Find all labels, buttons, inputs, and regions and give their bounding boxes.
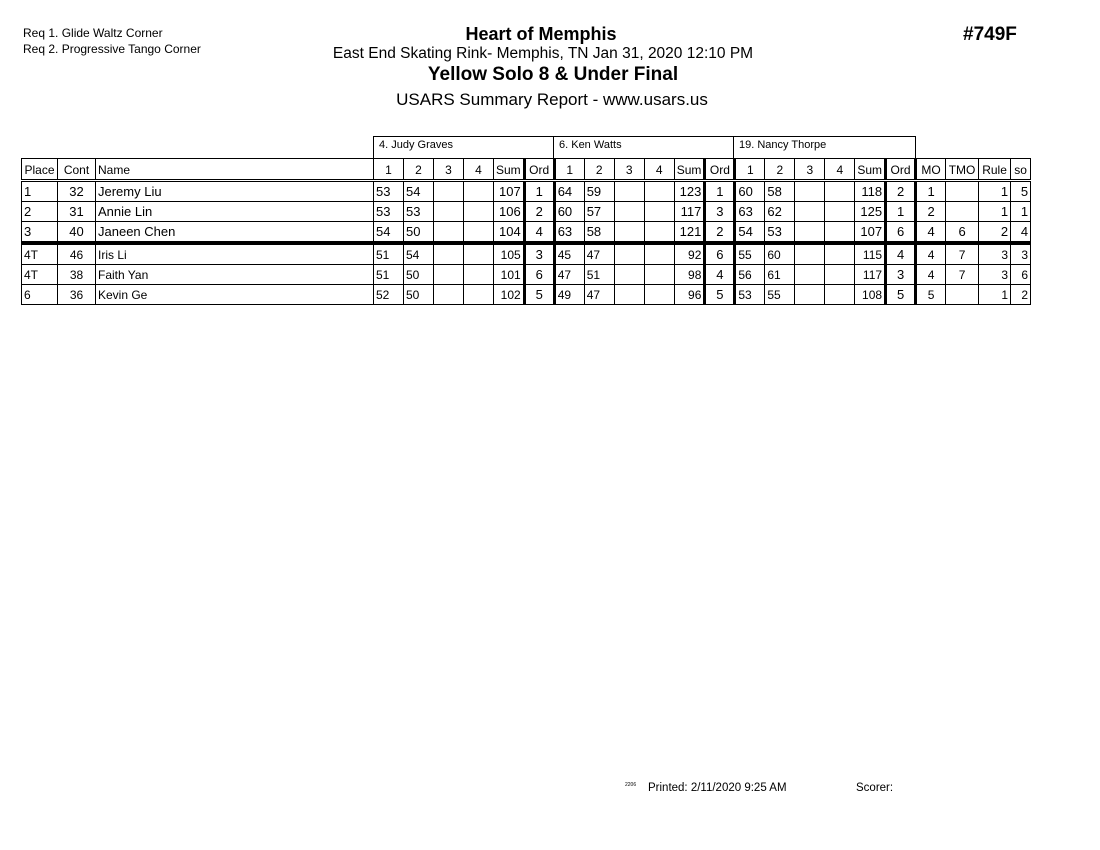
judge2-score2: 57 (584, 202, 614, 222)
judge1-ordinal: 2 (524, 202, 554, 222)
judge1-score2: 50 (404, 222, 434, 244)
col-header-place: Place (22, 159, 58, 181)
col-header-judge1-sum: Sum (494, 159, 525, 181)
result-row (22, 243, 1031, 265)
place: 1 (22, 181, 58, 202)
result-row (22, 265, 1031, 285)
judge2-score1: 49 (554, 285, 584, 305)
venue-datetime: East End Skating Rink- Memphis, TN Jan 31, 2020 12:10 PM (332, 45, 754, 62)
judge3-score3 (795, 222, 825, 244)
col-header-tmo: TMO (946, 159, 979, 181)
judge3-score4 (825, 243, 855, 265)
judge2-score1: 45 (554, 243, 584, 265)
col-header-judge1-1: 1 (374, 159, 404, 181)
judge3-score2: 61 (765, 265, 795, 285)
judge2-score3 (614, 243, 644, 265)
col-header-judge2-3: 3 (614, 159, 644, 181)
contestant-number: 36 (58, 285, 96, 305)
rule: 1 (979, 202, 1011, 222)
judge1-score3 (434, 222, 464, 244)
judge1-sum: 104 (494, 222, 525, 244)
judge3-score1: 55 (735, 243, 765, 265)
judge1-score3 (434, 202, 464, 222)
judge3-sum: 107 (855, 222, 886, 244)
judge2-score2: 59 (584, 181, 614, 202)
competition-title: Heart of Memphis (465, 24, 617, 44)
col-header-judge3-2: 2 (765, 159, 795, 181)
skater-name: Iris Li (96, 243, 374, 265)
col-header-judge3-ord: Ord (886, 159, 916, 181)
judge2-ordinal: 6 (705, 243, 735, 265)
skate-order: 5 (1011, 181, 1031, 202)
skate-order: 1 (1011, 202, 1031, 222)
judge1-sum: 106 (494, 202, 525, 222)
scorer-label: Scorer: (856, 782, 894, 794)
total-majority-ordinal: 7 (946, 243, 979, 265)
judge1-score4 (464, 285, 494, 305)
result-row (22, 181, 1031, 202)
judge3-score1: 53 (735, 285, 765, 305)
col-header-judge1-2: 2 (404, 159, 434, 181)
judge2-score2: 47 (584, 243, 614, 265)
judge1-score1: 51 (374, 265, 404, 285)
judge3-score1: 63 (735, 202, 765, 222)
judge2-ordinal: 2 (705, 222, 735, 244)
place: 4T (22, 265, 58, 285)
judge1-score4 (464, 202, 494, 222)
majority-ordinal: 4 (916, 222, 946, 244)
skater-name: Annie Lin (96, 202, 374, 222)
col-header-so: so (1011, 159, 1031, 181)
judge-header-2: 6. Ken Watts (553, 136, 734, 158)
print-code: 2206 (625, 782, 637, 788)
judge3-ordinal: 3 (886, 265, 916, 285)
rule: 3 (979, 243, 1011, 265)
total-majority-ordinal: 6 (946, 222, 979, 244)
judge2-ordinal: 4 (705, 265, 735, 285)
judge3-score3 (795, 243, 825, 265)
judge3-score3 (795, 265, 825, 285)
result-row (22, 202, 1031, 222)
skater-name: Janeen Chen (96, 222, 374, 244)
judge3-score4 (825, 222, 855, 244)
printed-timestamp: Printed: 2/11/2020 9:25 AM (648, 782, 787, 794)
judge1-ordinal: 3 (524, 243, 554, 265)
judge1-score2: 54 (404, 181, 434, 202)
judge3-ordinal: 2 (886, 181, 916, 202)
judge1-ordinal: 4 (524, 222, 554, 244)
rule: 3 (979, 265, 1011, 285)
col-header-judge1-4: 4 (464, 159, 494, 181)
col-header-judge2-1: 1 (554, 159, 584, 181)
judge3-sum: 108 (855, 285, 886, 305)
judge2-sum: 96 (674, 285, 705, 305)
judge1-score2: 50 (404, 285, 434, 305)
judge2-score4 (644, 202, 674, 222)
judge1-score2: 50 (404, 265, 434, 285)
place: 4T (22, 243, 58, 265)
judge-header-1: 4. Judy Graves (373, 136, 554, 158)
judge1-score4 (464, 243, 494, 265)
judge2-sum: 98 (674, 265, 705, 285)
judge3-score2: 55 (765, 285, 795, 305)
col-header-judge2-sum: Sum (674, 159, 705, 181)
judge2-score1: 63 (554, 222, 584, 244)
judge3-score1: 60 (735, 181, 765, 202)
judge2-score4 (644, 243, 674, 265)
result-row (22, 222, 1031, 244)
judge2-score3 (614, 222, 644, 244)
col-header-judge3-4: 4 (825, 159, 855, 181)
judge1-score2: 53 (404, 202, 434, 222)
judge3-ordinal: 1 (886, 202, 916, 222)
skate-order: 2 (1011, 285, 1031, 305)
col-header-judge2-2: 2 (584, 159, 614, 181)
majority-ordinal: 2 (916, 202, 946, 222)
rule: 1 (979, 285, 1011, 305)
judge3-score2: 53 (765, 222, 795, 244)
judge3-sum: 125 (855, 202, 886, 222)
judge2-score3 (614, 181, 644, 202)
judge3-score4 (825, 285, 855, 305)
rule: 1 (979, 181, 1011, 202)
judge3-sum: 117 (855, 265, 886, 285)
judge3-score4 (825, 181, 855, 202)
majority-ordinal: 5 (916, 285, 946, 305)
judge2-score4 (644, 285, 674, 305)
contestant-number: 46 (58, 243, 96, 265)
judge2-score2: 51 (584, 265, 614, 285)
skate-order: 6 (1011, 265, 1031, 285)
judge2-score4 (644, 265, 674, 285)
col-header-judge3-1: 1 (735, 159, 765, 181)
judge1-score4 (464, 181, 494, 202)
majority-ordinal: 4 (916, 265, 946, 285)
judge3-ordinal: 6 (886, 222, 916, 244)
report-title: USARS Summary Report - www.usars.us (396, 90, 708, 109)
col-header-rule: Rule (979, 159, 1011, 181)
judge1-ordinal: 5 (524, 285, 554, 305)
judge1-score4 (464, 265, 494, 285)
judge1-score4 (464, 222, 494, 244)
judge2-sum: 92 (674, 243, 705, 265)
skater-name: Jeremy Liu (96, 181, 374, 202)
judge3-score3 (795, 285, 825, 305)
judge3-ordinal: 4 (886, 243, 916, 265)
judge3-sum: 115 (855, 243, 886, 265)
judge2-sum: 117 (674, 202, 705, 222)
judge3-score1: 54 (735, 222, 765, 244)
judge1-score1: 53 (374, 181, 404, 202)
col-header-mo: MO (916, 159, 946, 181)
judge2-ordinal: 5 (705, 285, 735, 305)
judge3-score4 (825, 265, 855, 285)
judge2-score1: 47 (554, 265, 584, 285)
judge3-score2: 60 (765, 243, 795, 265)
judge1-ordinal: 6 (524, 265, 554, 285)
result-row (22, 285, 1031, 305)
skater-name: Kevin Ge (96, 285, 374, 305)
skate-order: 3 (1011, 243, 1031, 265)
judge1-score1: 54 (374, 222, 404, 244)
judge1-sum: 107 (494, 181, 525, 202)
place: 6 (22, 285, 58, 305)
judge3-ordinal: 5 (886, 285, 916, 305)
total-majority-ordinal (946, 202, 979, 222)
col-header-judge3-3: 3 (795, 159, 825, 181)
judge1-score3 (434, 285, 464, 305)
requirement-1: Req 1. Glide Waltz Corner (23, 26, 163, 40)
total-majority-ordinal (946, 285, 979, 305)
judge1-score3 (434, 243, 464, 265)
col-header-judge2-4: 4 (644, 159, 674, 181)
event-code: #749F (963, 24, 1017, 45)
judge2-ordinal: 1 (705, 181, 735, 202)
judge3-score4 (825, 202, 855, 222)
judge1-sum: 101 (494, 265, 525, 285)
judge3-score3 (795, 181, 825, 202)
contestant-number: 32 (58, 181, 96, 202)
results-table (21, 158, 1031, 305)
judge2-score1: 64 (554, 181, 584, 202)
col-header-judge1-ord: Ord (524, 159, 554, 181)
judge3-score3 (795, 202, 825, 222)
judge2-score2: 58 (584, 222, 614, 244)
majority-ordinal: 4 (916, 243, 946, 265)
judge2-score4 (644, 222, 674, 244)
judge2-score4 (644, 181, 674, 202)
rule: 2 (979, 222, 1011, 244)
judge2-ordinal: 3 (705, 202, 735, 222)
column-header-row (22, 159, 1031, 181)
requirement-2: Req 2. Progressive Tango Corner (23, 42, 201, 56)
majority-ordinal: 1 (916, 181, 946, 202)
col-header-judge3-sum: Sum (855, 159, 886, 181)
judge1-score1: 52 (374, 285, 404, 305)
judge2-score2: 47 (584, 285, 614, 305)
judge2-score3 (614, 285, 644, 305)
event-title: Yellow Solo 8 & Under Final (427, 64, 679, 85)
judge-header-3: 19. Nancy Thorpe (733, 136, 916, 158)
judge1-sum: 102 (494, 285, 525, 305)
place: 3 (22, 222, 58, 244)
judge1-score3 (434, 265, 464, 285)
judge3-score2: 58 (765, 181, 795, 202)
place: 2 (22, 202, 58, 222)
judge1-score2: 54 (404, 243, 434, 265)
col-header-cont: Cont (58, 159, 96, 181)
contestant-number: 31 (58, 202, 96, 222)
judge1-ordinal: 1 (524, 181, 554, 202)
judge2-sum: 123 (674, 181, 705, 202)
judge2-score3 (614, 265, 644, 285)
judge1-score3 (434, 181, 464, 202)
judge2-score3 (614, 202, 644, 222)
judge3-score1: 56 (735, 265, 765, 285)
judge1-sum: 105 (494, 243, 525, 265)
judge1-score1: 53 (374, 202, 404, 222)
col-header-judge2-ord: Ord (705, 159, 735, 181)
judge1-score1: 51 (374, 243, 404, 265)
col-header-name: Name (96, 159, 374, 181)
contestant-number: 40 (58, 222, 96, 244)
judge3-score2: 62 (765, 202, 795, 222)
judge3-sum: 118 (855, 181, 886, 202)
col-header-judge1-3: 3 (434, 159, 464, 181)
total-majority-ordinal (946, 181, 979, 202)
judge2-score1: 60 (554, 202, 584, 222)
skate-order: 4 (1011, 222, 1031, 244)
judge2-sum: 121 (674, 222, 705, 244)
skater-name: Faith Yan (96, 265, 374, 285)
contestant-number: 38 (58, 265, 96, 285)
total-majority-ordinal: 7 (946, 265, 979, 285)
